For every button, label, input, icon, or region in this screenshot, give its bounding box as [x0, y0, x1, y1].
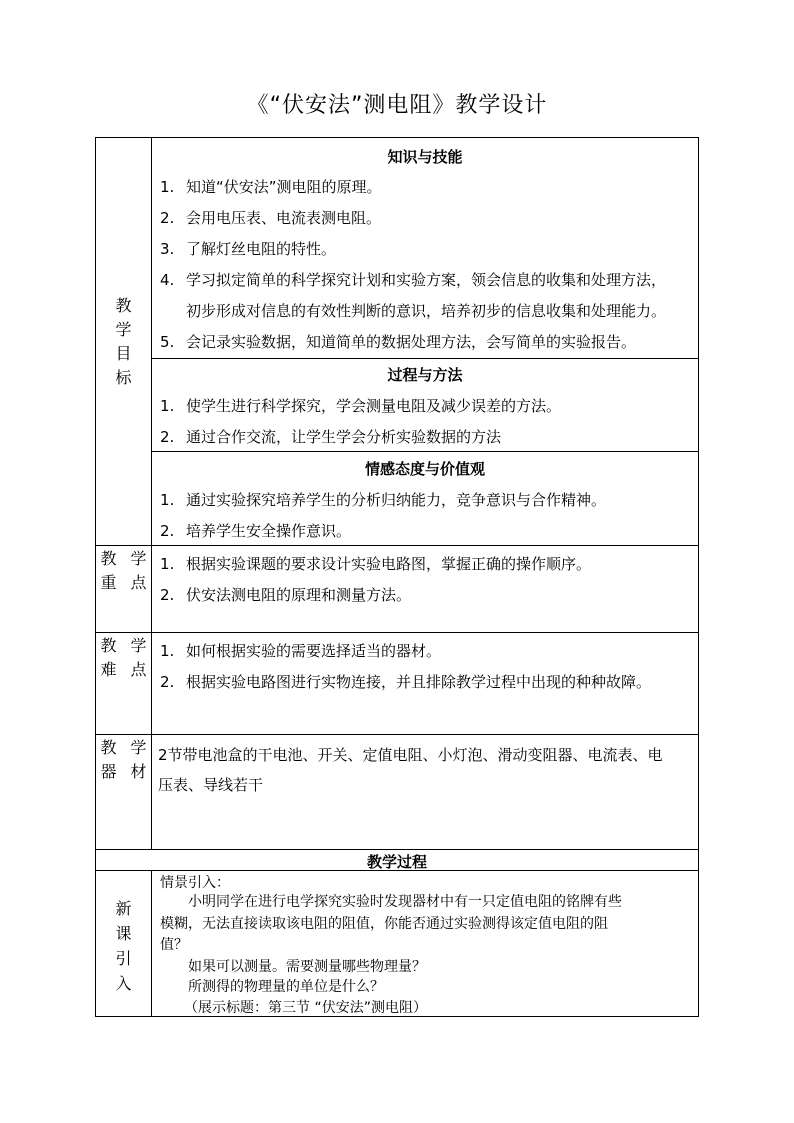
process-heading: 过程与方法 [387, 366, 463, 384]
intro-line: 小明同学在进行电学探究实验时发现器材中有一只定值电阻的铭牌有些 [188, 894, 622, 910]
knowledge-item-continuation: 初步形成对信息的有效性判断的意识，培养初步的信息收集和处理能力。 [186, 302, 667, 320]
knowledge-item: 5. 会记录实验数据，知道简单的数据处理方法，会写简单的实验报告。 [160, 333, 637, 351]
attitude-heading: 情感态度与价值观 [364, 460, 485, 478]
difficulty-item: 1. 如何根据实验的需要选择适当的器材。 [160, 642, 442, 660]
column-divider-lower [151, 870, 152, 1017]
intro-label: 新 课 引 入 [115, 899, 132, 993]
intro-line: 所测得的物理量的单位是什么？ [188, 979, 384, 995]
intro-line: 值？ [160, 937, 188, 953]
row-divider [95, 849, 699, 850]
knowledge-item: 4. 学习拟定简单的科学探究计划和实验方案，领会信息的收集和处理方法， [160, 271, 667, 289]
difficulties-label: 教 学 难 点 [100, 636, 147, 679]
teaching-process-heading: 教学过程 [366, 853, 427, 871]
row-divider [95, 632, 699, 633]
equipment-label: 教 学 器 材 [100, 738, 147, 781]
key-point-item: 2. 伏安法测电阻的原理和测量方法。 [160, 586, 412, 604]
intro-line: 如果可以测量。需要测量哪些物理量？ [188, 959, 426, 975]
knowledge-heading: 知识与技能 [387, 148, 463, 166]
equipment-text: 压表、导线若干 [158, 776, 264, 794]
document-title: 《“伏安法”测电阻》教学设计 [246, 93, 548, 118]
difficulty-item: 2. 根据实验电路图进行实物连接，并且排除教学过程中出现的种种故障。 [160, 673, 652, 691]
key-point-item: 1. 根据实验课题的要求设计实验电路图，掌握正确的操作顺序。 [160, 555, 592, 573]
intro-line: 模糊，无法直接读取该电阻的阻值，你能否通过实验测得该定值电阻的阻 [160, 916, 608, 932]
row-divider [151, 358, 699, 359]
row-divider [95, 734, 699, 735]
key-points-label: 教 学 重 点 [100, 549, 147, 592]
process-item: 2. 通过合作交流，让学生学会分析实验数据的方法 [160, 428, 502, 446]
knowledge-item: 2. 会用电压表、电流表测电阻。 [160, 209, 382, 227]
intro-line: 情景引入： [160, 875, 230, 891]
process-item: 1. 使学生进行科学探究，学会测量电阻及减少误差的方法。 [160, 397, 562, 415]
equipment-text: 2节带电池盒的干电池、开关、定值电阻、小灯泡、滑动变阻器、电流表、电 [158, 746, 663, 764]
row-divider [95, 545, 699, 546]
column-divider [151, 137, 152, 849]
knowledge-item: 3. 了解灯丝电阻的特性。 [160, 240, 337, 258]
row-divider [151, 451, 699, 452]
objectives-label: 教 学 目 标 [115, 296, 132, 387]
intro-line: （展示标题：第三节 “伏安法”测电阻） [184, 1000, 427, 1016]
attitude-item: 1. 通过实验探究培养学生的分析归纳能力，竞争意识与合作精神。 [160, 491, 607, 509]
attitude-item: 2. 培养学生安全操作意识。 [160, 522, 352, 540]
knowledge-item: 1. 知道“伏安法”测电阻的原理。 [160, 178, 382, 196]
